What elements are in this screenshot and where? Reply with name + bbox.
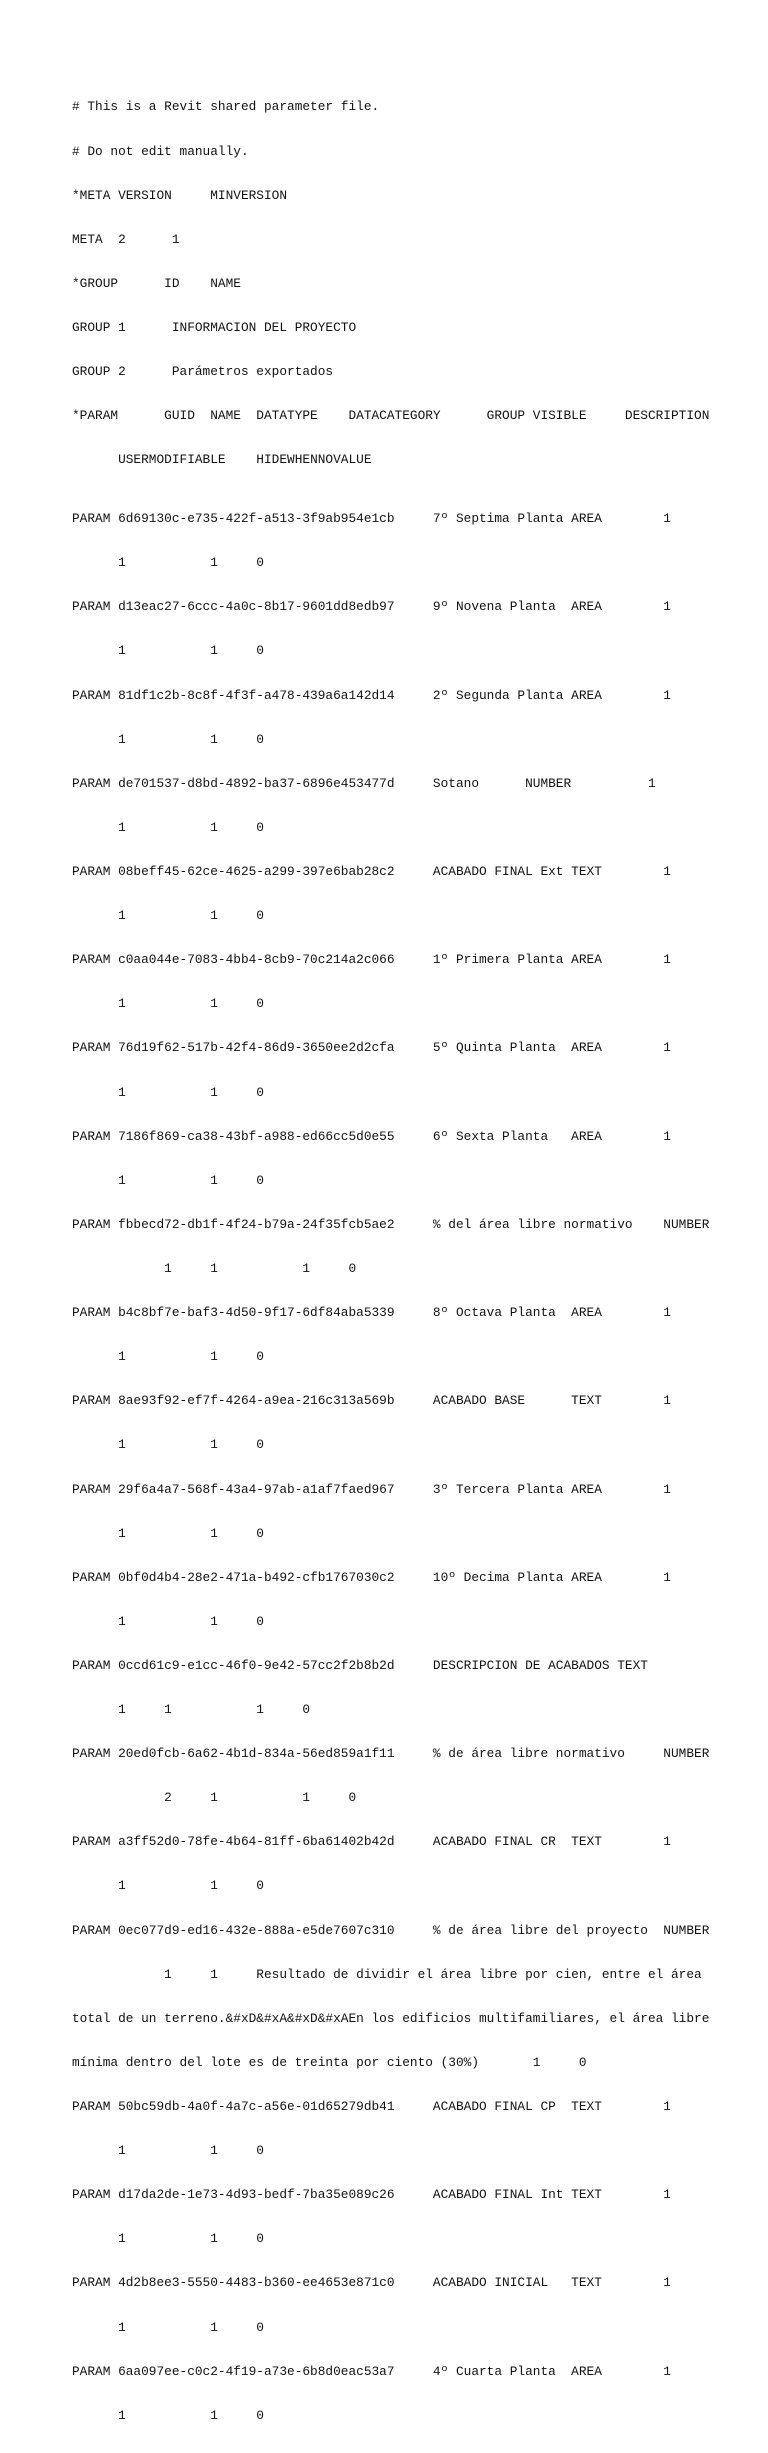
param-row-continued: 1 1 1 0 [72, 1702, 311, 1718]
param-row: PARAM de701537-d8bd-4892-ba37-6896e453477d Sotano NUMBER 1 [72, 775, 656, 791]
param-row-continued: 1 1 0 [72, 643, 264, 659]
param-row-continued: 1 1 0 [72, 1878, 264, 1894]
param-row-continued: 1 1 0 [72, 2319, 264, 2335]
param-row: PARAM a3ff52d0-78fe-4b64-81ff-6ba61402b42d ACABADO FINAL CR TEXT 1 [72, 1834, 671, 1850]
param-row: PARAM 81df1c2b-8c8f-4f3f-a478-439a6a142d14 2º Segunda Planta AREA 1 [72, 687, 671, 703]
param-row: PARAM d17da2de-1e73-4d93-bedf-7ba35e089c26 ACABADO FINAL Int TEXT 1 [72, 2187, 671, 2203]
param-row: PARAM 50bc59db-4a0f-4a7c-a56e-01d65279db41 ACABADO FINAL CP TEXT 1 [72, 2099, 671, 2115]
param-row: PARAM 20ed0fcb-6a62-4b1d-834a-56ed859a1f11 % de área libre normativo NUMBER [72, 1746, 710, 1762]
group-line: GROUP 1 INFORMACION DEL PROYECTO [72, 319, 357, 335]
param-row: PARAM 4d2b8ee3-5550-4483-b360-ee4653e871c0 ACABADO INICIAL TEXT 1 [72, 2275, 671, 2291]
param-row: PARAM 0ec077d9-ed16-432e-888a-e5de7607c310 % de área libre del proyecto NUMBER [72, 1922, 710, 1938]
param-row: PARAM 6d69130c-e735-422f-a513-3f9ab954e1cb 7º Septima Planta AREA 1 [72, 511, 671, 527]
param-description-line: mínima dentro del lote es de treinta por ciento (30%) 1 0 [72, 2054, 587, 2070]
param-row-continued: 1 1 Resultado de dividir el área libre por cien, entre el área [72, 1966, 702, 1982]
param-row-continued: 1 1 1 0 [72, 1260, 357, 1276]
param-row: PARAM c0aa044e-7083-4bb4-8cb9-70c214a2c066 1º Primera Planta AREA 1 [72, 952, 671, 968]
param-row-continued: 1 1 0 [72, 1172, 264, 1188]
header-comment-line: # Do not edit manually. [72, 143, 249, 159]
param-row-continued: 1 1 0 [72, 908, 264, 924]
param-row-continued: 2 1 1 0 [72, 1790, 357, 1806]
param-row: PARAM 08beff45-62ce-4625-a299-397e6bab28c2 ACABADO FINAL Ext TEXT 1 [72, 863, 671, 879]
param-row: PARAM 8ae93f92-ef7f-4264-a9ea-216c313a569b ACABADO BASE TEXT 1 [72, 1393, 671, 1409]
param-row: PARAM 6aa097ee-c0c2-4f19-a73e-6b8d0eac53a7 4º Cuarta Planta AREA 1 [72, 2363, 671, 2379]
param-header-line: *PARAM GUID NAME DATATYPE DATACATEGORY GROUP VISIBLE DESCRIPTION [72, 408, 710, 424]
shared-parameter-file-text [72, 71, 712, 2453]
param-row: PARAM fbbecd72-db1f-4f24-b79a-24f35fcb5ae2 % del área libre normativo NUMBER [72, 1216, 710, 1232]
param-row-continued: 1 1 0 [72, 1525, 264, 1541]
param-row: PARAM 76d19f62-517b-42f4-86d9-3650ee2d2cfa 5º Quinta Planta AREA 1 [72, 1040, 671, 1056]
param-row: PARAM 0bf0d4b4-28e2-471a-b492-cfb1767030c2 10º Decima Planta AREA 1 [72, 1569, 671, 1585]
param-row: PARAM d13eac27-6ccc-4a0c-8b17-9601dd8edb97 9º Novena Planta AREA 1 [72, 599, 671, 615]
param-row-continued: 1 1 0 [72, 731, 264, 747]
param-row-continued: 1 1 0 [72, 996, 264, 1012]
param-row-continued: 1 1 0 [72, 1437, 264, 1453]
group-line: GROUP 2 Parámetros exportados [72, 364, 334, 380]
param-row: PARAM 7186f869-ca38-43bf-a988-ed66cc5d0e55 6º Sexta Planta AREA 1 [72, 1128, 671, 1144]
param-row-continued: 1 1 0 [72, 2143, 264, 2159]
param-description-line: total de un terreno.&#xD&#xA&#xD&#xAEn los edificios multifamiliares, el área libre [72, 2010, 710, 2026]
meta-header-line: *META VERSION MINVERSION [72, 187, 288, 203]
param-row-continued: 1 1 0 [72, 819, 264, 835]
param-row: PARAM b4c8bf7e-baf3-4d50-9f17-6df84aba5339 8º Octava Planta AREA 1 [72, 1305, 671, 1321]
param-header-line-continued: USERMODIFIABLE HIDEWHENNOVALUE [72, 452, 372, 468]
header-comment-line: # This is a Revit shared parameter file. [72, 99, 380, 115]
param-row-continued: 1 1 0 [72, 1613, 264, 1629]
param-row: PARAM 0ccd61c9-e1cc-46f0-9e42-57cc2f2b8b2d DESCRIPCION DE ACABADOS TEXT [72, 1657, 648, 1673]
param-row-continued: 1 1 0 [72, 555, 264, 571]
group-header-line: *GROUP ID NAME [72, 275, 241, 291]
param-row-continued: 1 1 0 [72, 2407, 264, 2423]
param-row-continued: 1 1 0 [72, 2231, 264, 2247]
param-row: PARAM 29f6a4a7-568f-43a4-97ab-a1af7faed967 3º Tercera Planta AREA 1 [72, 1481, 671, 1497]
param-row-continued: 1 1 0 [72, 1349, 264, 1365]
param-row-continued: 1 1 0 [72, 1084, 264, 1100]
meta-line: META 2 1 [72, 231, 180, 247]
